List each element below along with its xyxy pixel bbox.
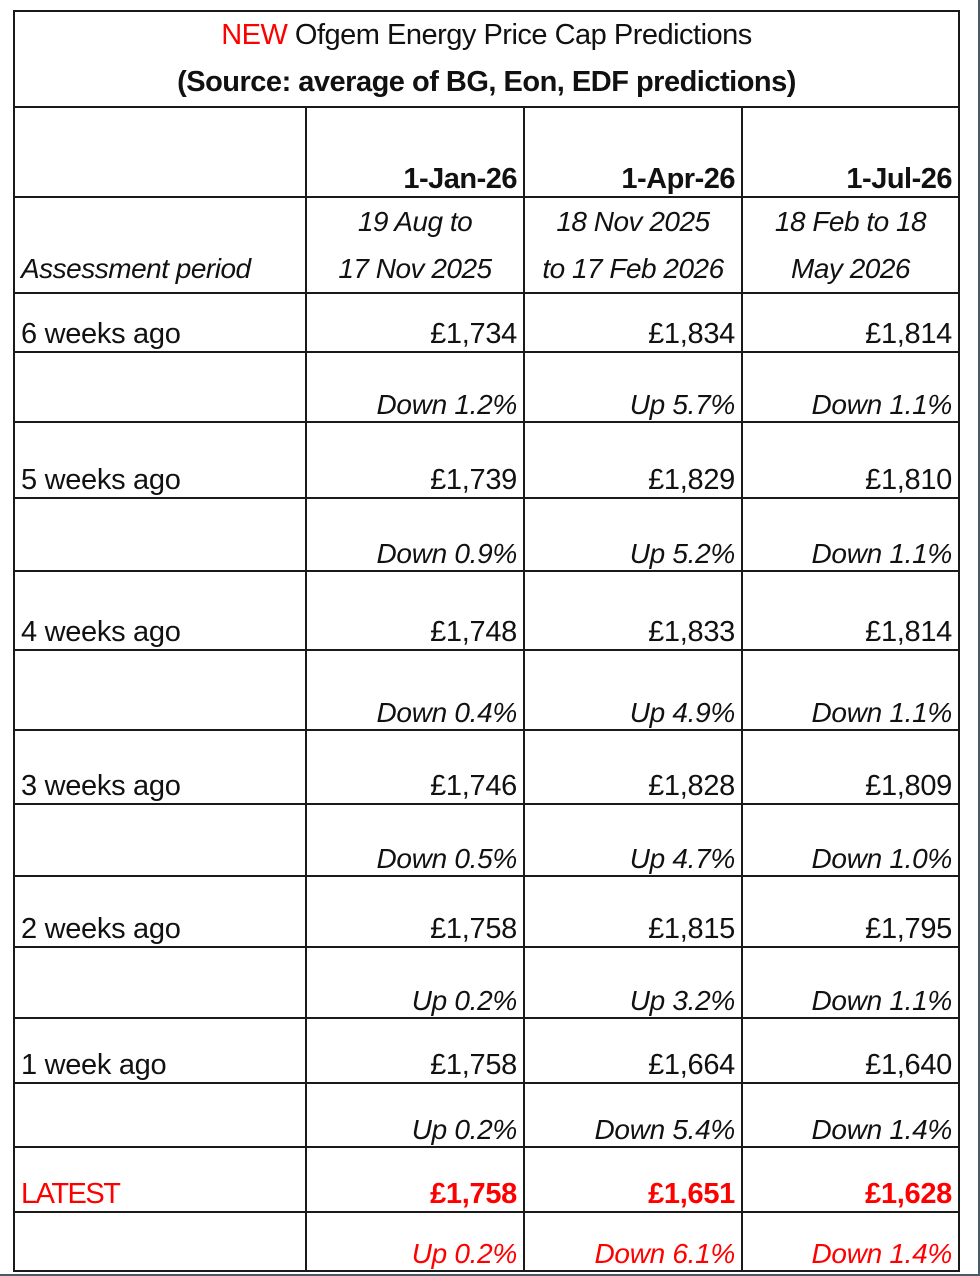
row-label: 6 weeks ago <box>14 293 306 352</box>
empty-cell <box>14 650 306 730</box>
change-value: Down 0.4% <box>306 650 524 730</box>
period-start: 19 Aug to <box>357 206 473 237</box>
price-value: £1,628 <box>742 1147 959 1212</box>
change-value: Up 0.2% <box>306 1083 524 1147</box>
title-line <box>21 12 952 59</box>
change-row <box>14 947 959 1018</box>
price-value: £1,758 <box>306 1147 524 1212</box>
row-label: LATEST <box>14 1147 306 1212</box>
price-value: £1,640 <box>742 1018 959 1083</box>
change-value: Down 1.0% <box>742 804 959 876</box>
price-value: £1,814 <box>742 293 959 352</box>
latest-change-row <box>14 1212 959 1271</box>
empty-cell <box>14 498 306 571</box>
price-value: £1,758 <box>306 876 524 947</box>
change-value: Down 0.9% <box>306 498 524 571</box>
table-title <box>14 11 959 107</box>
change-row <box>14 804 959 876</box>
table-row <box>14 571 959 650</box>
table-row <box>14 1018 959 1083</box>
column-header: 1-Apr-26 <box>524 107 742 197</box>
change-value: Up 3.2% <box>524 947 742 1018</box>
change-row <box>14 498 959 571</box>
assessment-period <box>306 197 524 293</box>
header-row <box>14 107 959 197</box>
change-row <box>14 352 959 422</box>
change-value: Down 5.4% <box>524 1083 742 1147</box>
price-value: £1,739 <box>306 422 524 498</box>
table-row <box>14 422 959 498</box>
column-header: 1-Jul-26 <box>742 107 959 197</box>
change-value: Up 4.9% <box>524 650 742 730</box>
table-row <box>14 293 959 352</box>
price-value: £1,795 <box>742 876 959 947</box>
change-value: Down 1.1% <box>742 947 959 1018</box>
row-label: 2 weeks ago <box>14 876 306 947</box>
change-value: Up 0.2% <box>306 947 524 1018</box>
change-value: Down 1.1% <box>742 498 959 571</box>
price-value: £1,651 <box>524 1147 742 1212</box>
assessment-period <box>742 197 959 293</box>
price-value: £1,828 <box>524 730 742 804</box>
table-row <box>14 876 959 947</box>
price-value: £1,814 <box>742 571 959 650</box>
change-value: Down 1.4% <box>742 1212 959 1271</box>
empty-cell <box>14 1212 306 1271</box>
column-header: 1-Jan-26 <box>306 107 524 197</box>
price-value: £1,809 <box>742 730 959 804</box>
title-text: Ofgem Energy Price Cap Predictions <box>287 19 752 51</box>
change-value: Down 1.2% <box>306 352 524 422</box>
price-value: £1,829 <box>524 422 742 498</box>
change-value: Down 6.1% <box>524 1212 742 1271</box>
row-label: 3 weeks ago <box>14 730 306 804</box>
header-empty-cell <box>14 107 306 197</box>
row-label: 4 weeks ago <box>14 571 306 650</box>
price-value: £1,746 <box>306 730 524 804</box>
change-value: Up 5.2% <box>524 498 742 571</box>
price-value: £1,664 <box>524 1018 742 1083</box>
empty-cell <box>14 1083 306 1147</box>
latest-row <box>14 1147 959 1212</box>
row-label: 5 weeks ago <box>14 422 306 498</box>
price-value: £1,758 <box>306 1018 524 1083</box>
change-value: Up 4.7% <box>524 804 742 876</box>
period-end: May 2026 <box>791 253 910 284</box>
empty-cell <box>14 947 306 1018</box>
price-cap-table <box>13 10 960 1272</box>
period-end: to 17 Feb 2026 <box>542 253 724 284</box>
period-start: 18 Feb to 18 <box>774 206 927 237</box>
row-label: 1 week ago <box>14 1018 306 1083</box>
new-badge: NEW <box>221 19 288 51</box>
table-row <box>14 730 959 804</box>
title-subtitle: (Source: average of BG, Eon, EDF predictions) <box>177 66 796 98</box>
period-end: 17 Nov 2025 <box>338 253 492 284</box>
change-value: Down 0.5% <box>306 804 524 876</box>
period-start: 18 Nov 2025 <box>556 206 710 237</box>
price-value: £1,748 <box>306 571 524 650</box>
empty-cell <box>14 804 306 876</box>
change-value: Up 0.2% <box>306 1212 524 1271</box>
price-value: £1,810 <box>742 422 959 498</box>
price-value: £1,815 <box>524 876 742 947</box>
assessment-period <box>524 197 742 293</box>
price-value: £1,833 <box>524 571 742 650</box>
assessment-row <box>14 197 959 293</box>
change-row <box>14 1083 959 1147</box>
change-row <box>14 650 959 730</box>
change-value: Up 5.7% <box>524 352 742 422</box>
price-value: £1,834 <box>524 293 742 352</box>
empty-cell <box>14 352 306 422</box>
change-value: Down 1.4% <box>742 1083 959 1147</box>
change-value: Down 1.1% <box>742 650 959 730</box>
change-value: Down 1.1% <box>742 352 959 422</box>
assessment-label: Assessment period <box>14 197 306 293</box>
title-row <box>14 11 959 107</box>
price-value: £1,734 <box>306 293 524 352</box>
